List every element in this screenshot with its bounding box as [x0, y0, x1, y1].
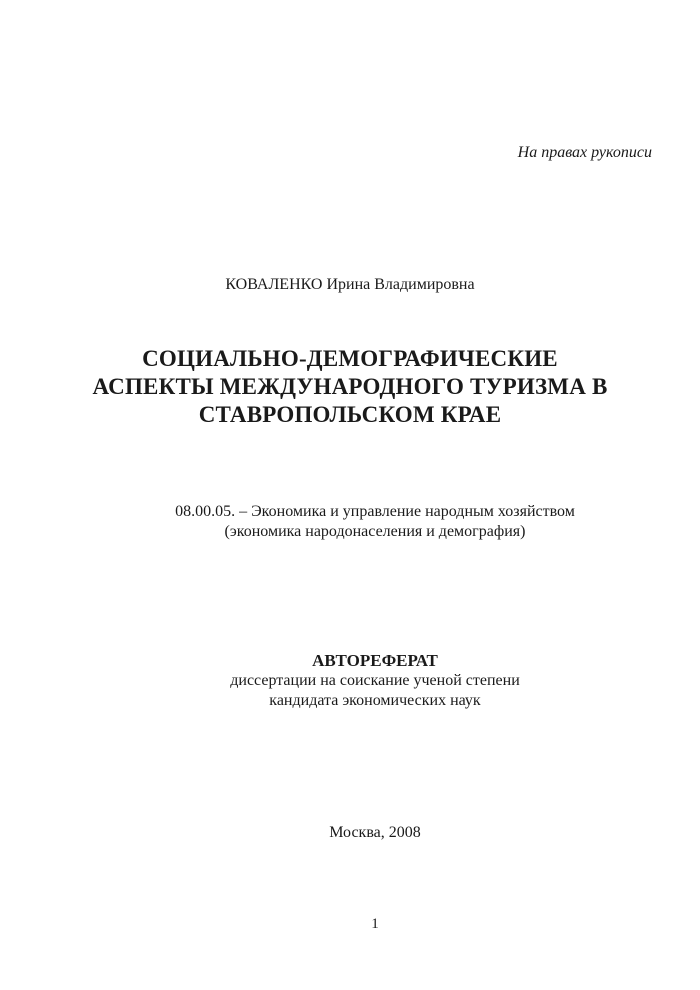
title-line: СОЦИАЛЬНО-ДЕМОГРАФИЧЕСКИЕ	[142, 346, 558, 371]
dissertation-title	[60, 345, 640, 429]
page-number: 1	[371, 916, 379, 932]
abstract-description-line: диссертации на соискание ученой степени	[230, 672, 520, 689]
title-line: АСПЕКТЫ МЕЖДУНАРОДНОГО ТУРИЗМА В	[92, 374, 608, 399]
place-year: Москва, 2008	[329, 824, 421, 841]
title-line: СТАВРОПОЛЬСКОМ КРАЕ	[198, 402, 502, 427]
author-name: КОВАЛЕНКО Ирина Владимировна	[225, 276, 475, 293]
abstract-block	[0, 651, 700, 711]
abstract-heading: АВТОРЕФЕРАТ	[312, 651, 438, 670]
manuscript-notice: На правах рукописи	[517, 144, 652, 161]
specialty-code: 08.00.05. – Экономика и управление народным хозяйством	[175, 503, 575, 520]
specialty-block	[0, 502, 700, 542]
specialty-field: (экономика народонаселения и демография)	[224, 523, 526, 540]
abstract-degree-line: кандидата экономических наук	[269, 692, 481, 709]
